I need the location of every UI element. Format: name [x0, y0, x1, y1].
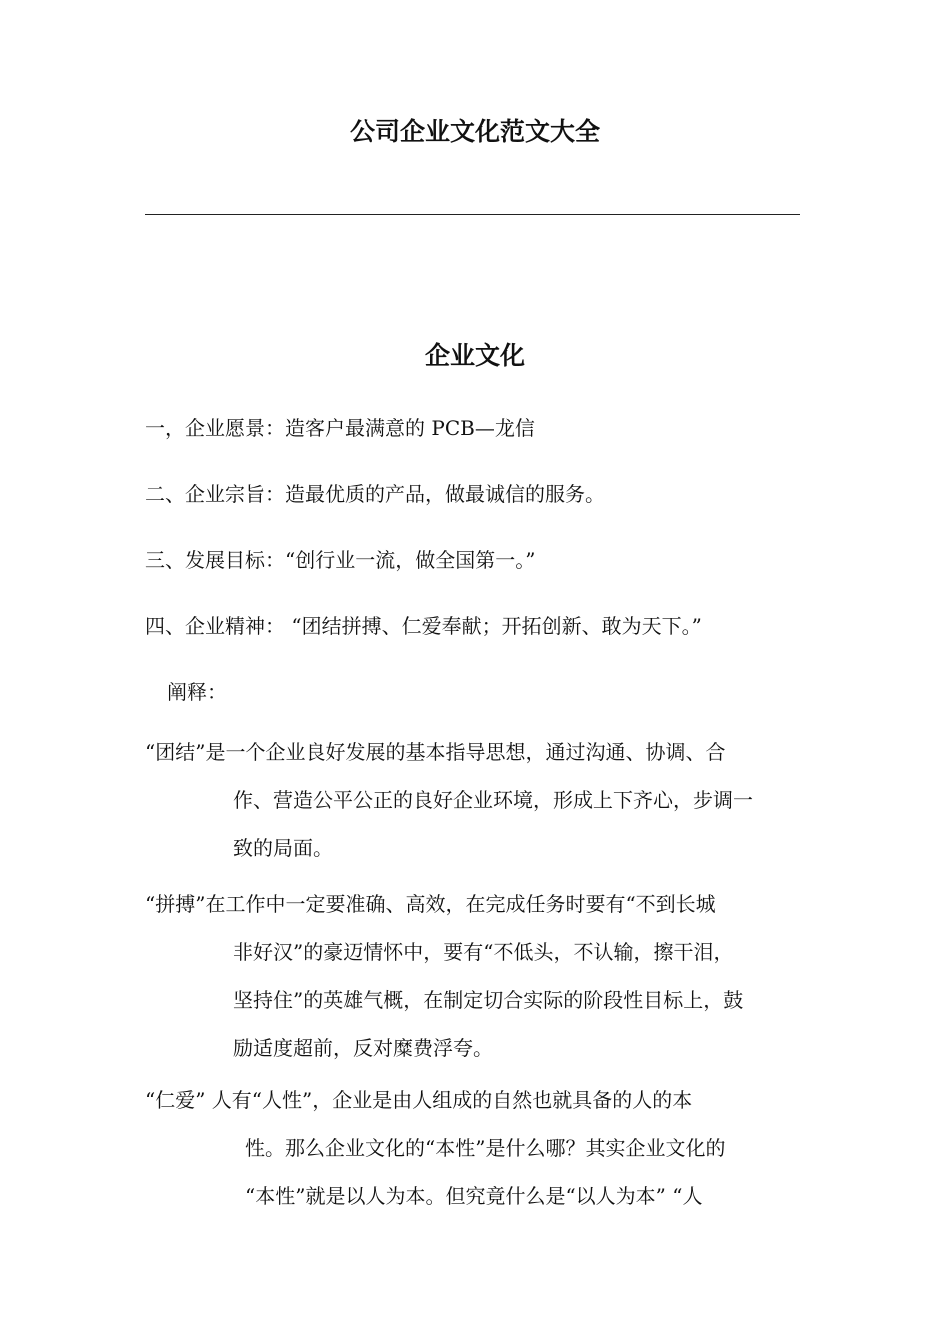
paragraph-line: 致的局面。 — [233, 836, 333, 860]
document-title: 公司企业文化范文大全 — [349, 117, 600, 146]
paragraph-line: “仁爱” 人有“人性”，企业是由人组成的自然也就具备的人的本 — [145, 1088, 693, 1112]
goal-line: 三、发展目标：“创行业一流，做全国第一。” — [145, 548, 536, 572]
paragraph-benevolence — [145, 1076, 805, 1220]
paragraph-line: 坚持住”的英雄气概，在制定切合实际的阶段性目标上，鼓 — [233, 988, 744, 1012]
explain-label: 阐释： — [167, 680, 227, 704]
paragraph-line: “拼搏”在工作中一定要准确、高效，在完成任务时要有“不到长城 — [145, 892, 716, 916]
paragraph-line: 作、营造公平公正的良好企业环境，形成上下齐心，步调一 — [233, 788, 753, 812]
paragraph-line: 励适度超前，反对糜费浮夸。 — [233, 1036, 493, 1060]
paragraph-striving — [145, 880, 805, 1072]
paragraph-line: 非好汉”的豪迈情怀中，要有“不低头，不认输，擦干泪， — [233, 940, 734, 964]
vision-line: 一，企业愿景：造客户最满意的 PCB—龙信 — [145, 416, 535, 440]
section-title: 企业文化 — [424, 341, 525, 370]
spirit-line: 四、企业精神： “团结拼搏、仁爱奉献；开拓创新、敢为天下。” — [145, 614, 702, 638]
paragraph-line: “团结”是一个企业良好发展的基本指导思想，通过沟通、协调、合 — [145, 740, 726, 764]
paragraph-line: “本性”就是以人为本。但究竟什么是“以人为本” “人 — [245, 1184, 703, 1208]
paragraph-line: 性。那么企业文化的“本性”是什么哪？其实企业文化的 — [245, 1136, 726, 1160]
purpose-line: 二、企业宗旨：造最优质的产品，做最诚信的服务。 — [145, 482, 605, 506]
paragraph-unity — [145, 728, 805, 872]
title-divider — [145, 214, 800, 215]
